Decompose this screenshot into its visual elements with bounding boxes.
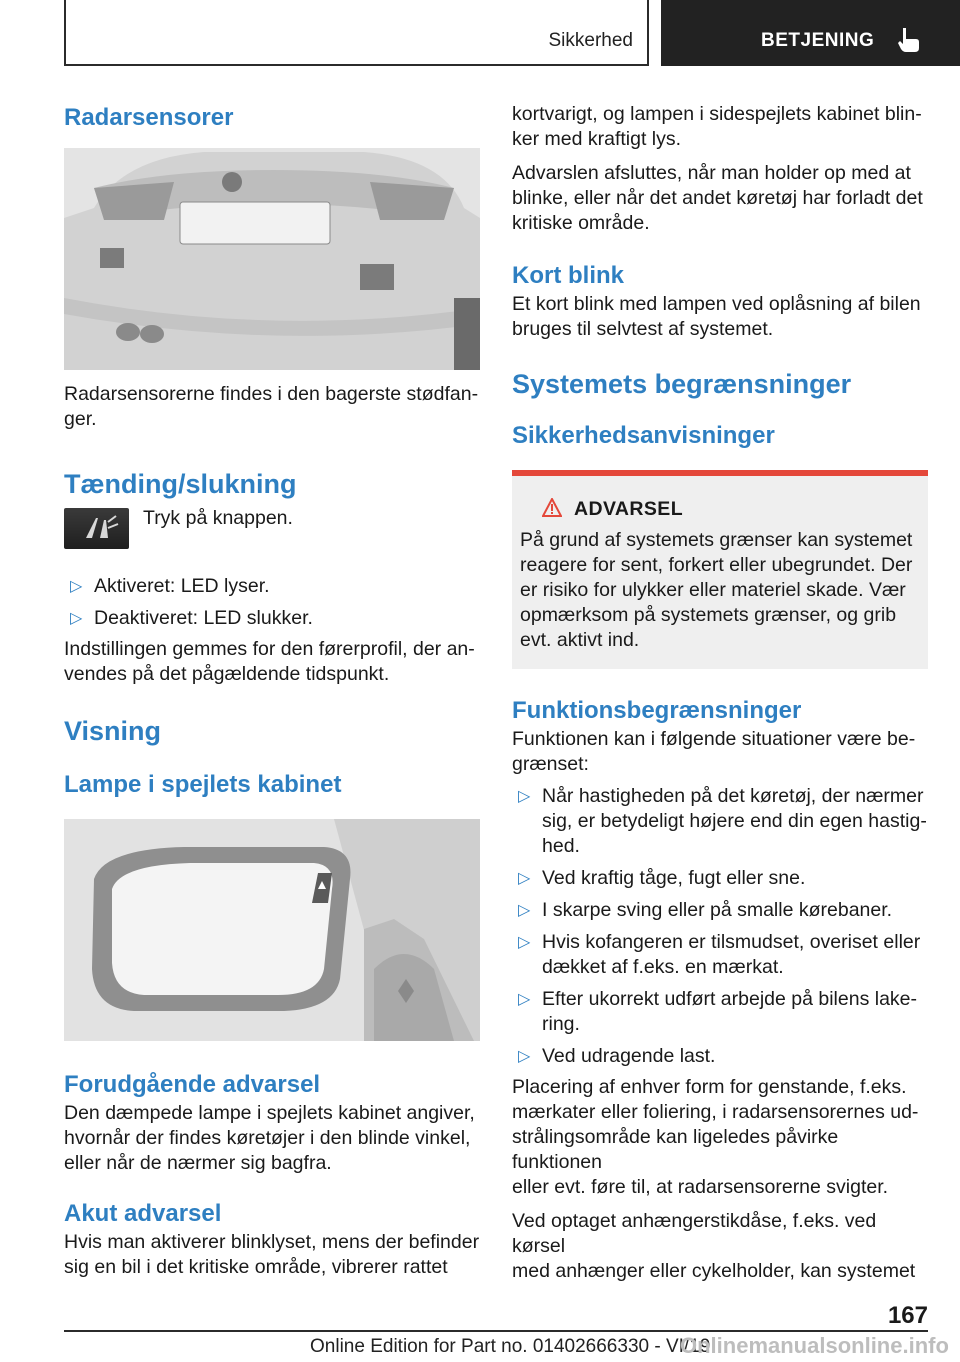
header-chapter-tab: [661, 0, 960, 66]
button-instruction-row: [64, 508, 482, 552]
function-limits-heading: Funktionsbegrænsninger: [512, 697, 802, 724]
rear-bumper-illustration: [64, 148, 480, 370]
acute-warning-heading: Akut advarsel: [64, 1200, 222, 1227]
left-column: [64, 98, 482, 1280]
warning-title: ADVARSEL: [520, 496, 920, 522]
function-limits-intro: Funktionen kan i følgende situationer være be- grænset:: [512, 728, 916, 775]
header-section-box: [64, 0, 649, 66]
footer-watermark: Onlinemanualsonline.info: [680, 1333, 949, 1358]
list-item: ▷ Deaktiveret: LED slukker.: [70, 607, 313, 629]
list-arrow-icon: ▷: [70, 610, 83, 627]
early-warning-text: Den dæmpede lampe i spejlets kabinet angiver, hvornår der findes køretøjer i den blinde vinkel, eller når de nærmer sig bagfra.: [64, 1102, 475, 1174]
onoff-list: [64, 574, 482, 631]
limits-heading: Systemets begrænsninger: [512, 369, 852, 399]
pointing-hand-icon: [897, 26, 921, 54]
list-item: ▷ Ved udragende last.: [518, 1045, 716, 1067]
right-column: [512, 98, 928, 1284]
list-item: ▷ Når hastigheden på det køretøj, der nærmer sig, er betydeligt højere end din egen hastig- hed.: [518, 785, 927, 857]
list-arrow-icon: ▷: [70, 578, 83, 595]
trailer-text: Ved optaget anhængerstikdåse, f.eks. ved kørsel med anhænger eller cykelholder, kan systemet: [512, 1210, 916, 1282]
lamp-heading: Lampe i spejlets kabinet: [64, 771, 342, 798]
early-warning-heading: Forudgående advarsel: [64, 1071, 321, 1098]
mirror-illustration: [64, 819, 480, 1041]
footer-edition: Online Edition for Part no. 01402666330 - VI/19: [310, 1336, 711, 1357]
footer-divider: [64, 1330, 928, 1332]
list-arrow-icon: ▷: [518, 902, 531, 919]
onoff-note: Indstillingen gemmes for den førerprofil, der an- vendes på det pågældende tidspunkt.: [64, 638, 475, 685]
warning-triangle-icon: [542, 498, 562, 517]
display-heading: Visning: [64, 716, 162, 746]
list-arrow-icon: ▷: [518, 934, 531, 951]
radar-caption: Radarsensorerne findes i den bagerste stødfan- ger.: [64, 383, 479, 430]
list-item: ▷ Aktiveret: LED lyser.: [70, 575, 270, 597]
function-limits-list: [512, 784, 928, 1069]
acute-warning-text: Hvis man aktiverer blinklyset, mens der befinder sig en bil i det kritiske område, vibrerer rattet: [64, 1231, 480, 1278]
blind-spot-button-image: [64, 508, 129, 549]
header-chapter-label: BETJENING: [761, 30, 875, 51]
continued-text: kortvarigt, og lampen i sidespejlets kabinet blin- ker med kraftigt lys.: [512, 103, 922, 150]
list-item: ▷ I skarpe sving eller på smalle kørebaner.: [518, 899, 893, 921]
warning-box: [512, 470, 928, 669]
safety-heading: Sikkerhedsanvisninger: [512, 422, 775, 449]
list-item: ▷ Ved kraftig tåge, fugt eller sne.: [518, 867, 806, 889]
list-item: ▷ Hvis kofangeren er tilsmudset, overiset eller dækket af f.eks. en mærkat.: [518, 931, 921, 978]
list-arrow-icon: ▷: [518, 870, 531, 887]
short-blink-heading: Kort blink: [512, 262, 624, 289]
warning-text: På grund af systemets grænser kan systemet reagere for sent, forkert eller ubegrundet. Der er risiko for ulykker eller materiel skade. Vær opmærksom på systemets grænser, og grib evt. aktivt ind.: [520, 529, 913, 651]
list-item: ▷ Efter ukorrekt udført arbejde på bilens lake- ring.: [518, 988, 918, 1035]
list-arrow-icon: ▷: [518, 788, 531, 805]
page-number: 167: [887, 1302, 928, 1329]
button-instruction-text: Tryk på knappen.: [143, 507, 293, 529]
warning-end-text: Advarslen afsluttes, når man holder op med at blinke, eller når det andet køretøj har forladt det kritiske område.: [512, 162, 923, 234]
onoff-heading: Tænding/slukning: [64, 469, 297, 499]
header-section-label: Sikkerhed: [548, 30, 633, 51]
short-blink-text: Et kort blink med lampen ved oplåsning af bilen bruges til selvtest af systemet.: [512, 293, 921, 340]
placement-text: Placering af enhver form for genstande, f.eks. mærkater eller foliering, i radarsensorernes ud- strålingsområde kan ligeledes påvirke funktionen eller evt. føre til, at radarsensorerne svigter.: [512, 1076, 919, 1198]
list-arrow-icon: ▷: [518, 991, 531, 1008]
radar-heading: Radarsensorer: [64, 104, 234, 131]
list-arrow-icon: ▷: [518, 1048, 531, 1065]
